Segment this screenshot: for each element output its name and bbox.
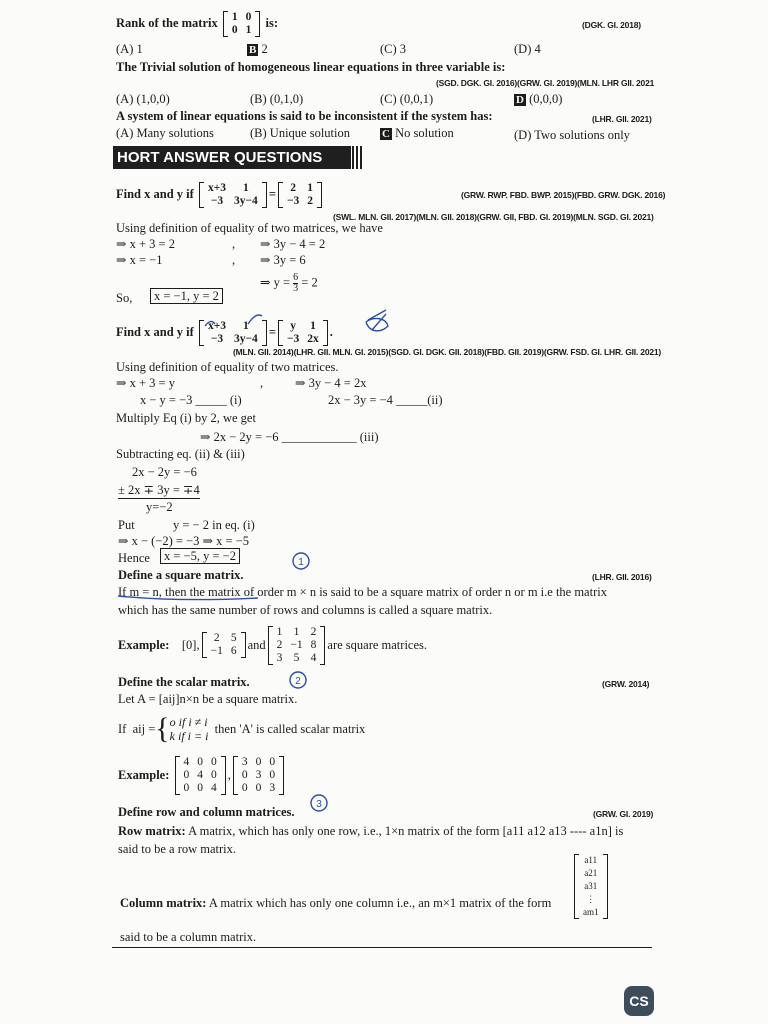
s5-title: Define row and column matrices. [118, 805, 295, 819]
s1-b2: ⇒ 3y = 6 [260, 253, 306, 267]
s4-let: Let A = [aij]n×n be a square matrix. [118, 692, 298, 706]
q3-stem: A system of linear equations is said to be inconsistent if the system has: [116, 109, 493, 123]
s2-hence: Hence [118, 551, 150, 565]
q3-marked-answer: C [382, 128, 390, 140]
s2-e3: x − y = −3 _____ (i) [140, 393, 242, 407]
s1-reference-2: (SWL. MLN. GII. 2017)(MLN. GII. 2018)(GRW. GII, FBD. GI. 2019)(MLN. SGD. GI. 2021) [333, 212, 654, 222]
s4-matrix-1: 4 0 0 0 4 0 0 0 4 [175, 756, 226, 795]
s2-e1: ⇒ x + 3 = y [116, 376, 175, 390]
q1-matrix: 1 0 0 1 [223, 11, 261, 37]
q1-option-a: (A) 1 [116, 42, 143, 56]
s1-c2: ⇒ y = $\frac{6}{3}$ = 2 [260, 272, 318, 294]
s1-lhs-matrix: x+3 1 −3 3y−4 [199, 182, 267, 208]
q1-option-c: (C) 3 [380, 42, 407, 56]
q3-option-b: (B) Unique solution [250, 126, 350, 140]
s2-e2: ⇒ 3y − 4 = 2x [295, 376, 367, 390]
s3-example: Example: [0], 2 5 −1 6 and 1 1 2 2 −1 8 3 5 4 are square matrices. [118, 625, 428, 664]
q2-stem: The Trivial solution of homogeneous linear equations in three variable is: [116, 60, 506, 74]
s2-line1: Using definition of equality of two matrices. [116, 360, 339, 374]
s2-reference: (MLN. GII. 2014)(LHR. GII. MLN. GI. 2015)(SGD. GI. DGK. GII. 2018)(FBD. GII. 2019)(GRW. FSD. GI. LHR. GII. 2021) [233, 347, 662, 357]
s2-stem: Find x and y if x+3 1 −3 3y−4 = y 1 −3 2x . [116, 320, 333, 345]
annotation-number-1: 1 [298, 557, 304, 568]
s2-work-1: 2x − 2y = −6 [132, 465, 197, 479]
s5-row-def-2: said to be a row matrix. [118, 842, 237, 856]
s1-line1: Using definition of equality of two matrices, we have [116, 221, 383, 235]
annotation-circle-1 [293, 553, 309, 569]
s1-b1: ⇒ x = −1 [116, 253, 163, 267]
s2-subtract: Subtracting eq. (ii) & (iii) [116, 447, 245, 461]
q1-reference: (DGK. GI. 2018) [582, 20, 641, 30]
s1-fraction: $\frac{6}{3}$ [293, 272, 299, 294]
s2-lhs-matrix: x+3 1 −3 3y−4 [199, 320, 267, 346]
annotation-circle-2 [290, 672, 306, 688]
s2-put-detail: y = − 2 in eq. (i) [173, 518, 255, 532]
annotation-number-2: 2 [295, 676, 301, 687]
s4-reference: (GRW. 2014) [602, 679, 650, 689]
s3-matrix-2x2: 2 5 −1 6 [202, 632, 246, 658]
q2-reference: (SGD. DGK. GI. 2016)(GRW. GI. 2019)(MLN. LHR GII. 2021 [436, 78, 655, 88]
q2-option-a: (A) (1,0,0) [116, 92, 170, 106]
s3-body-1: If m = n, then the matrix of order m × n is said to be a square matrix of order n or m i.e the matrix [118, 585, 607, 599]
annotation-number-3: 3 [316, 799, 322, 810]
s5-col-def-2: said to be a column matrix. [120, 930, 257, 944]
s2-substitute: ⇒ x − (−2) = −3 ⇒ x = −5 [118, 534, 249, 548]
camscanner-badge: CS [624, 986, 654, 1016]
s4-example: Example: 4 0 0 0 4 0 0 0 4 , 3 0 0 0 3 0 0 0 3 [118, 750, 286, 800]
banner-stripes [352, 146, 362, 169]
s4-condition: If aij = { o if i ≠ i k if i = i then 'A' is called scalar matrix [118, 712, 366, 745]
s1-stem: Find x and y if x+3 1 −3 3y−4 = 2 1 −3 2 [116, 182, 324, 208]
s1-reference-1: (GRW. RWP. FBD. BWP. 2015)(FBD. GRW. DGK. 2016) [461, 190, 666, 200]
s3-body-2: which has the same number of rows and columns is called a square matrix. [118, 603, 493, 617]
s2-e5: ⇒ 2x − 2y = −6 ____________ (iii) [200, 430, 379, 444]
q3-option-c: C No solution [382, 126, 454, 140]
q2-marked-answer: D [516, 94, 524, 106]
s2-work-2: ± 2x ∓ 3y = ∓4 [118, 483, 200, 497]
q2-option-d: D (0,0,0) [516, 92, 563, 106]
s1-so: So, [116, 291, 133, 305]
pen-star-scribble [366, 310, 388, 331]
s2-answer: x = −5, y = −2 [160, 549, 240, 564]
q3-option-d: (D) Two solutions only [514, 128, 630, 142]
q3-option-a: (A) Many solutions [116, 126, 214, 140]
s4-title: Define the scalar matrix. [118, 675, 250, 689]
s2-rhs-matrix: y 1 −3 2x [278, 320, 328, 346]
s2-put: Put [118, 518, 135, 532]
s2-work-3: y=−2 [146, 500, 173, 514]
q3-reference: (LHR. GII. 2021) [592, 114, 652, 124]
s5-reference: (GRW. GI. 2019) [593, 809, 654, 819]
s1-rhs-matrix: 2 1 −3 2 [278, 182, 322, 208]
s2-multiply: Multiply Eq (i) by 2, we get [116, 411, 256, 425]
s2-comma: , [260, 376, 264, 390]
q2-option-b: (B) (0,1,0) [250, 92, 304, 106]
q1-option-d: (D) 4 [514, 42, 541, 56]
s5-row-def: Row matrix: A matrix, which has only one row, i.e., 1×n matrix of the form [a11 a12 a13 ---- a1n] is [118, 824, 624, 838]
s2-e4: 2x − 3y = −4 _____(ii) [328, 393, 443, 407]
q1-marked-answer: B [249, 44, 257, 56]
s1-answer: x = −1, y = 2 [150, 289, 223, 304]
section-banner: HORT ANSWER QUESTIONS [113, 146, 351, 169]
s3-reference: (LHR. GII. 2016) [592, 572, 652, 582]
s1-comma-1: , [232, 237, 236, 251]
bottom-rule [112, 947, 652, 948]
s5-column-vector: a11 a21 a31 ⋮ am1 [574, 854, 608, 919]
s4-matrix-2: 3 0 0 0 3 0 0 0 3 [233, 756, 284, 795]
s1-a2: ⇒ 3y − 4 = 2 [260, 237, 326, 251]
s1-a1: ⇒ x + 3 = 2 [116, 237, 175, 251]
q1-stem: Rank of the matrix 1 0 0 1 is: [116, 11, 278, 36]
q2-option-c: (C) (0,0,1) [380, 92, 434, 106]
q1-option-b: B 2 [249, 42, 268, 56]
s3-matrix-3x3: 1 1 2 2 −1 8 3 5 4 [268, 626, 326, 665]
s5-col-def: Column matrix: A matrix which has only one column i.e., an m×1 matrix of the form [120, 896, 552, 910]
s3-title: Define a square matrix. [118, 568, 244, 582]
s1-comma-2: , [232, 253, 236, 267]
annotation-circle-3 [311, 795, 327, 811]
